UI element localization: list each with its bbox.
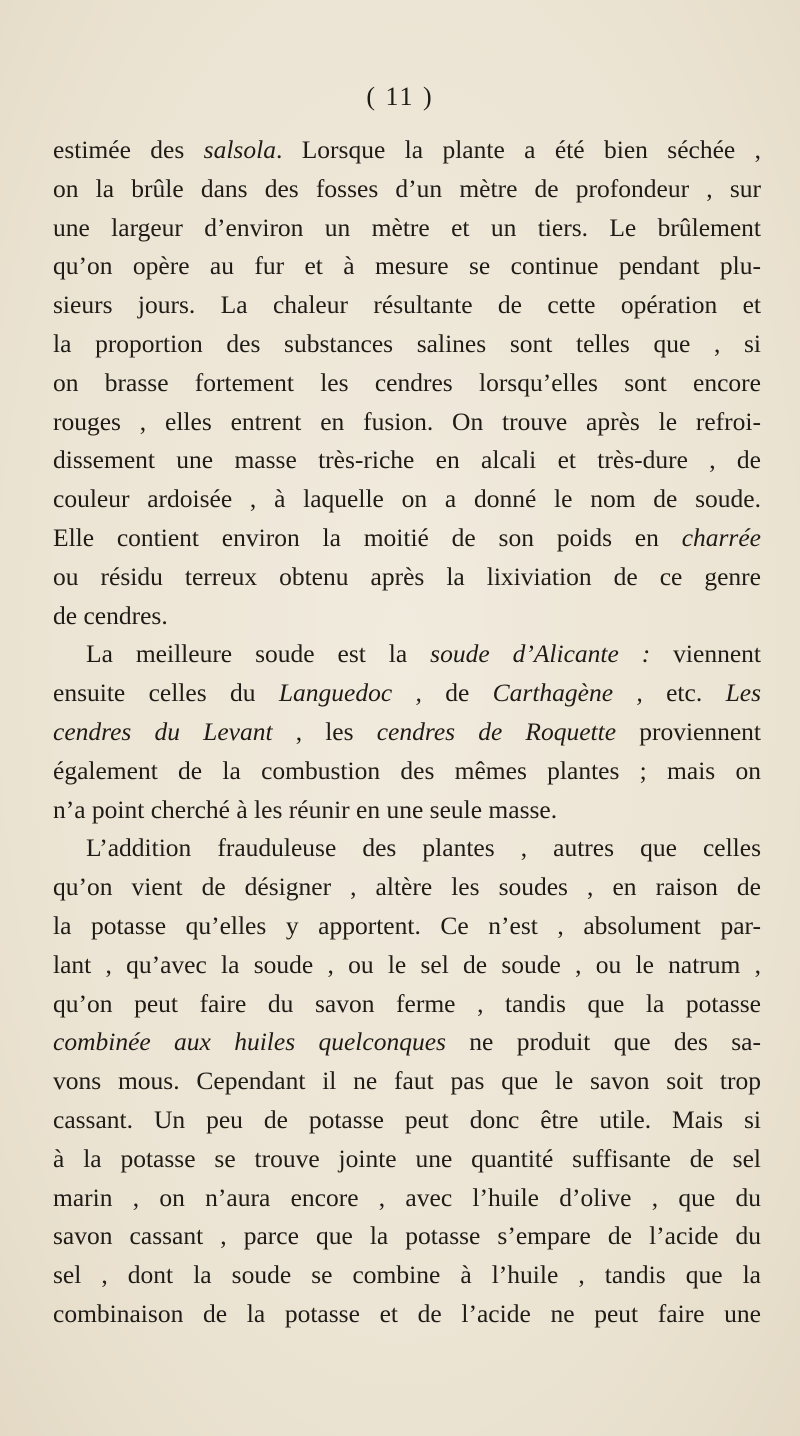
text-run: ou résidu terreux obtenu après la lixiviation de ce genre — [53, 561, 761, 591]
text-run: viennent — [650, 639, 761, 669]
text-line — [53, 209, 761, 248]
text-run: également de la combustion des mêmes plantes ; mais on — [53, 755, 761, 785]
text-run: qu’on vient de désigner , altère les soudes , en raison de — [53, 872, 761, 902]
page-number: ( 11 ) — [366, 82, 434, 111]
text-line — [53, 713, 761, 752]
text-run: combinaison de la potasse et de l’acide ne peut faire une — [53, 1298, 761, 1328]
text-run: la proportion des substances salines sont telles que , si — [53, 328, 761, 358]
text-run: cassant. Un peu de potasse peut donc être utile. Mais si — [53, 1104, 761, 1134]
text-line — [53, 946, 761, 985]
text-line — [53, 1179, 761, 1218]
text-run: ne produit que des sa- — [445, 1027, 761, 1057]
text-run: de — [421, 678, 493, 708]
text-run: à la potasse se trouve jointe une quantité suffisante de sel — [53, 1143, 761, 1173]
text-line — [53, 131, 761, 170]
text-line — [53, 1023, 761, 1062]
text-line — [53, 364, 761, 403]
text-line — [53, 635, 761, 674]
text-line — [53, 558, 761, 597]
text-run: , les — [272, 716, 377, 746]
text-line — [53, 752, 761, 791]
text-line — [53, 441, 761, 480]
text-line — [53, 170, 761, 209]
italic-run: cendres du Levant — [53, 716, 273, 746]
text-line — [53, 286, 761, 325]
text-run: etc. — [642, 678, 726, 708]
text-run: . Lorsque la plante a été bien séchée , — [275, 135, 762, 164]
text-run: n’a point cherché à les réunir en une seule masse. — [53, 794, 558, 824]
italic-run: Carthagène , — [492, 678, 643, 708]
text-run: ensuite celles du — [53, 678, 279, 708]
text-run: La meilleure soude est la — [86, 639, 431, 669]
text-line — [53, 1101, 761, 1140]
text-run: savon cassant , parce que la potasse s’empare de l’acide du — [53, 1221, 761, 1251]
text-run: couleur ardoisée , à laquelle on a donné le nom de soude. — [53, 484, 761, 514]
text-run: on brasse fortement les cendres lorsqu’elles sont encore — [53, 367, 761, 397]
text-line — [53, 1062, 761, 1101]
italic-run: cendres de Roquette — [376, 716, 617, 746]
text-line — [53, 985, 761, 1024]
text-run: lant , qu’avec la soude , ou le sel de soude , ou le natrum , — [53, 949, 761, 979]
text-run: sieurs jours. La chaleur résultante de cette opération et — [53, 290, 761, 320]
text-run: estimée des — [53, 135, 204, 164]
text-line — [53, 1295, 761, 1334]
italic-run: Les — [725, 678, 761, 708]
text-run: Elle contient environ la moitié de son poids en — [53, 522, 682, 552]
text-line — [53, 597, 761, 636]
text-line — [53, 868, 761, 907]
text-run: qu’on peut faire du savon ferme , tandis que la potasse — [53, 988, 761, 1018]
text-run: on la brûle dans des fosses d’un mètre de profondeur , sur — [53, 173, 761, 203]
text-line — [53, 247, 761, 286]
text-run: sel , dont la soude se combine à l’huile , tandis que la — [53, 1260, 761, 1290]
text-line — [53, 480, 761, 519]
text-line — [53, 403, 761, 442]
text-line — [53, 519, 761, 558]
text-run: marin , on n’aura encore , avec l’huile d’olive , que du — [53, 1182, 761, 1212]
text-run: proviennent — [616, 716, 762, 746]
text-run: rouges , elles entrent en fusion. On trouve après le refroi- — [53, 406, 761, 436]
text-run: L’addition frauduleuse des plantes , autres que celles — [86, 833, 761, 863]
italic-run: Languedoc , — [278, 678, 422, 708]
text-line — [53, 1140, 761, 1179]
text-run: la potasse qu’elles y apportent. Ce n’est , absolument par- — [53, 910, 761, 940]
text-line — [53, 829, 761, 868]
text-run: dissement une masse très-riche en alcali et très-dure , de — [53, 445, 761, 475]
text-line — [53, 674, 761, 713]
italic-run: soude d’Alicante : — [430, 639, 651, 669]
text-run: de cendres. — [53, 600, 168, 630]
text-line — [53, 791, 761, 830]
body-text — [53, 131, 761, 1334]
italic-run: salsola — [203, 135, 276, 164]
text-line — [53, 1256, 761, 1295]
text-run: une largeur d’environ un mètre et un tiers. Le brûlement — [53, 212, 761, 242]
italic-run: combinée aux huiles quelconques — [53, 1027, 446, 1057]
text-line — [53, 907, 761, 946]
text-run: vons mous. Cependant il ne faut pas que le savon soit trop — [53, 1066, 761, 1096]
text-line — [53, 325, 761, 364]
text-run: qu’on opère au fur et à mesure se continue pendant plu- — [53, 251, 761, 281]
italic-run: charrée — [681, 522, 761, 552]
text-line — [53, 1217, 761, 1256]
